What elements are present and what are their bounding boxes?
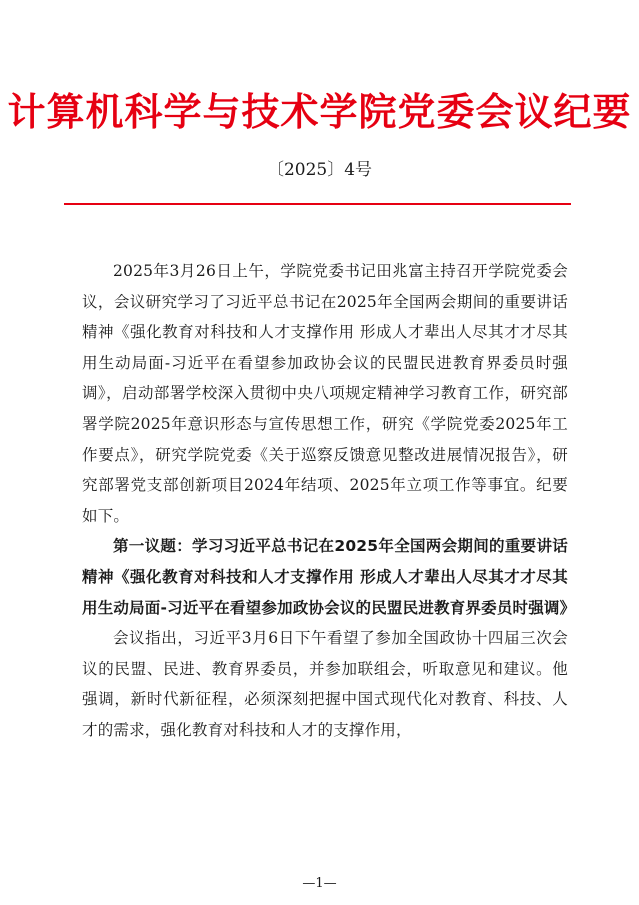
meeting-notes-paragraph: 会议指出，习近平3月6日下午看望了参加全国政协十四届三次会议的民盟、民进、教育界委员，并参加联组会，听取意见和建议。他强调，新时代新征程，必须深刻把握中国式现代化对教育、科技、人才的需求，强化教育对科技和人才的支撑作用， — [82, 629, 568, 739]
document-body — [82, 256, 576, 746]
agenda-item-heading: 第一议题：学习习近平总书记在2025年全国两会期间的重要讲话精神《强化教育对科技和人才支撑作用 形成人才辈出人尽其才才尽其用生动局面-习近平在看望参加政协会议的民盟民进教育界委员时强调》 — [82, 537, 576, 617]
intro-paragraph: 2025年3月26日上午，学院党委书记田兆富主持召开学院党委会议，会议研究学习了习近平总书记在2025年全国两会期间的重要讲话精神《强化教育对科技和人才支撑作用 形成人才辈出人尽其才才尽其用生动局面-习近平在看望参加政协会议的民盟民进教育界委员时强调》，启动部署学校深入贯彻中央八项规定精神学习教育工作，研究部署学院2025年意识形态与宣传思想工作，研究《学院党委2025年工作要点》，研究学院党委《关于巡察反馈意见整改进展情况报告》，研究部署党支部创新项目2024年结项、2025年立项工作等事宜。纪要如下。 — [82, 262, 568, 525]
red-divider-line — [64, 203, 571, 205]
document-title: 计算机科学与技术学院党委会议纪要 — [7, 89, 632, 134]
page-number: —1— — [302, 876, 337, 891]
document-number: 〔2025〕4号 — [266, 160, 373, 180]
